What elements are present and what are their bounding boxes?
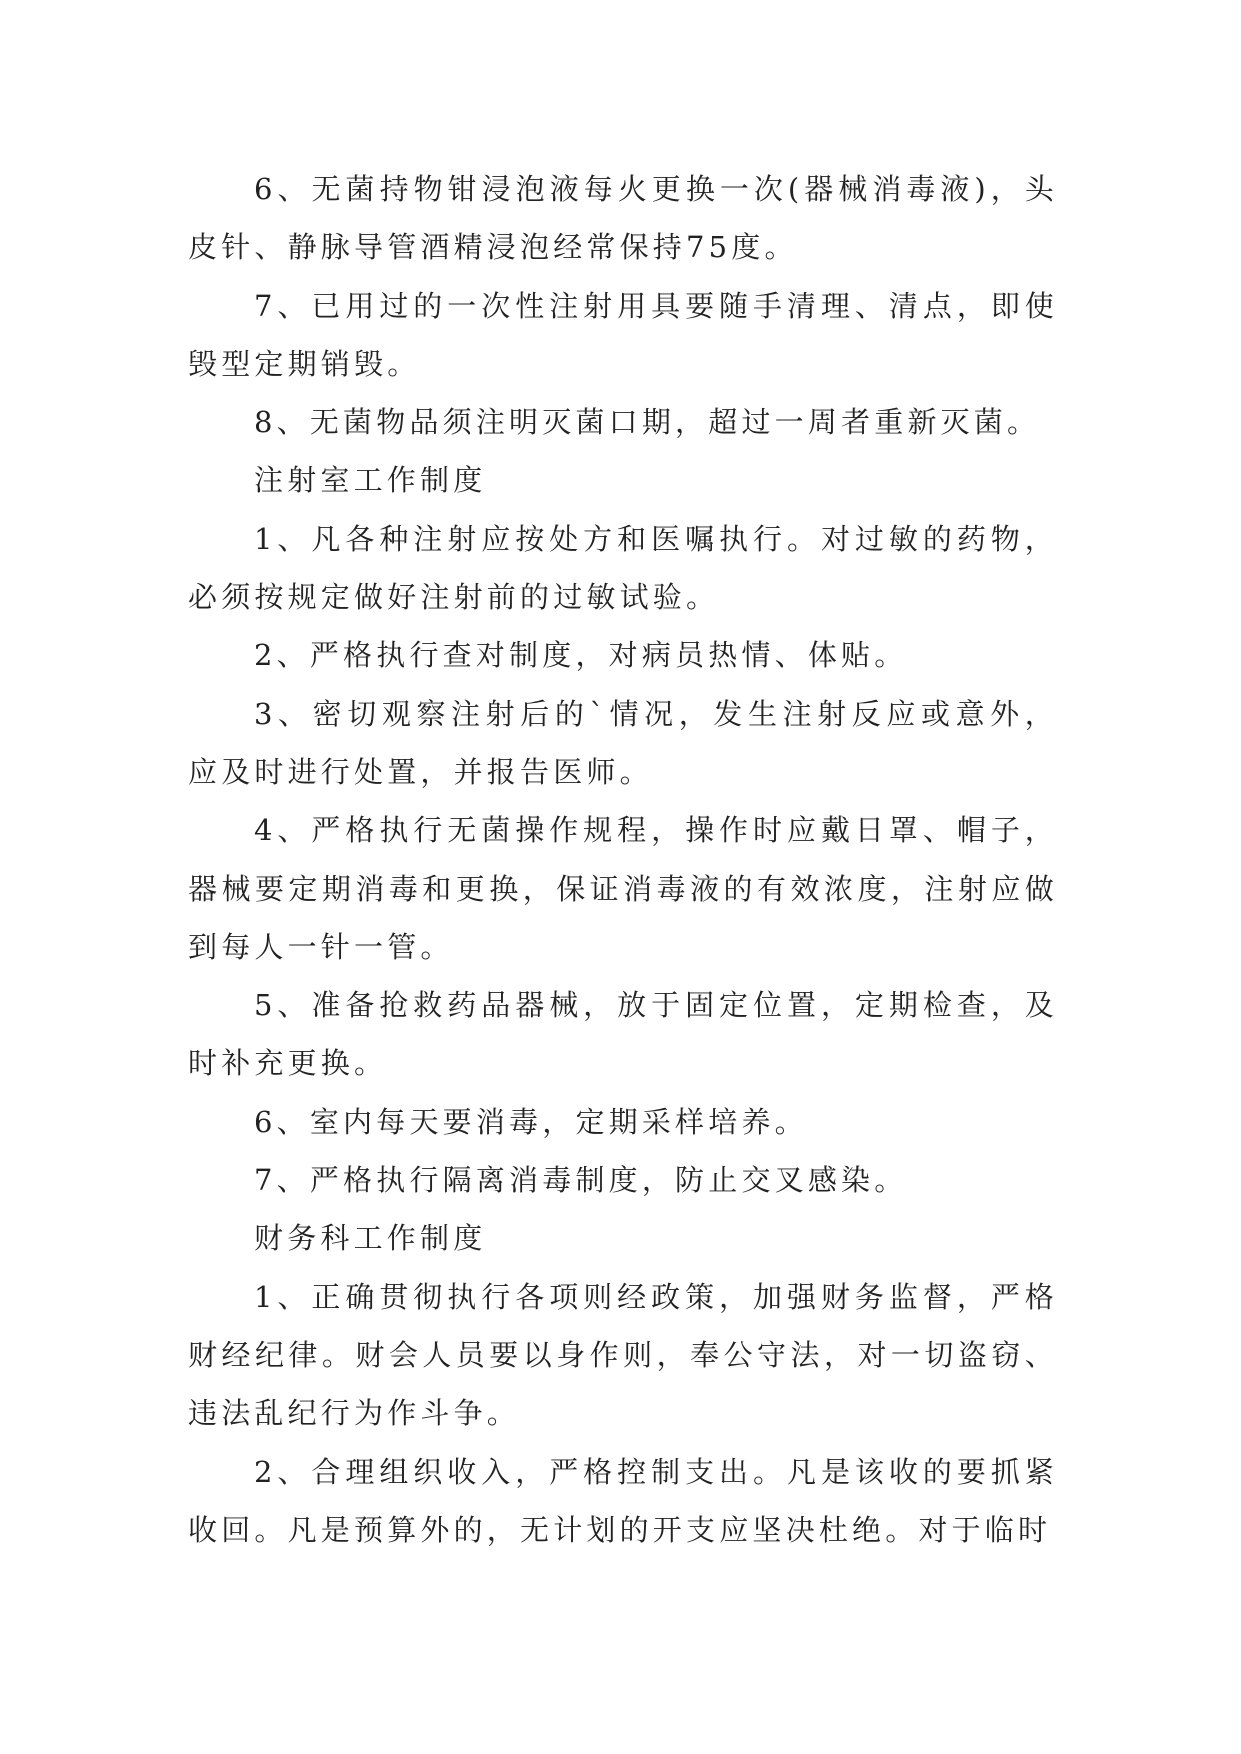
section-heading-finance-dept: 财务科工作制度 — [254, 1221, 487, 1256]
document-body — [188, 160, 1058, 1559]
paragraph-disinfectant-rule: 6、无菌持物钳浸泡液每火更换一次(器械消毒液)，头皮针、静脉导管酒精浸泡经常保持75度。 — [188, 172, 1058, 265]
section-heading-injection-room: 注射室工作制度 — [254, 463, 487, 498]
paragraph-sterile-item-rule: 8、无菌物品须注明灭菌口期，超过一周者重新灭菌。 — [254, 405, 1041, 440]
paragraph-injection-rule-3: 3、密切观察注射后的`情况，发生注射反应或意外，应及时进行处置，并报告医师。 — [188, 696, 1058, 789]
paragraph-disposable-syringe-rule: 7、已用过的一次性注射用具要随手清理、清点，即使毁型定期销毁。 — [188, 288, 1058, 381]
paragraph-finance-rule-1: 1、正确贯彻执行各项则经政策，加强财务监督，严格财经纪律。财会人员要以身作则，奉公守法，对一切盗窃、违法乱纪行为作斗争。 — [188, 1279, 1058, 1431]
paragraph-injection-rule-4: 4、严格执行无菌操作规程，操作时应戴日罩、帽子，器械要定期消毒和更换，保证消毒液的有效浓度，注射应做到每人一针一管。 — [188, 813, 1058, 964]
paragraph-injection-rule-2: 2、严格执行查对制度，对病员热情、体贴。 — [254, 638, 908, 673]
paragraph-finance-rule-2: 2、合理组织收入，严格控制支出。凡是该收的要抓紧收回。凡是预算外的，无计划的开支应坚决杜绝。对于临时 — [188, 1454, 1058, 1547]
paragraph-injection-rule-6: 6、室内每天要消毒，定期采样培养。 — [254, 1104, 808, 1139]
paragraph-injection-rule-1: 1、凡各种注射应按处方和医嘱执行。对过敏的药物，必须按规定做好注射前的过敏试验。 — [188, 521, 1058, 615]
paragraph-injection-rule-7: 7、严格执行隔离消毒制度，防止交叉感染。 — [254, 1163, 908, 1198]
paragraph-injection-rule-5: 5、准备抢救药品器械，放于固定位置，定期检查，及时补充更换。 — [188, 988, 1058, 1081]
